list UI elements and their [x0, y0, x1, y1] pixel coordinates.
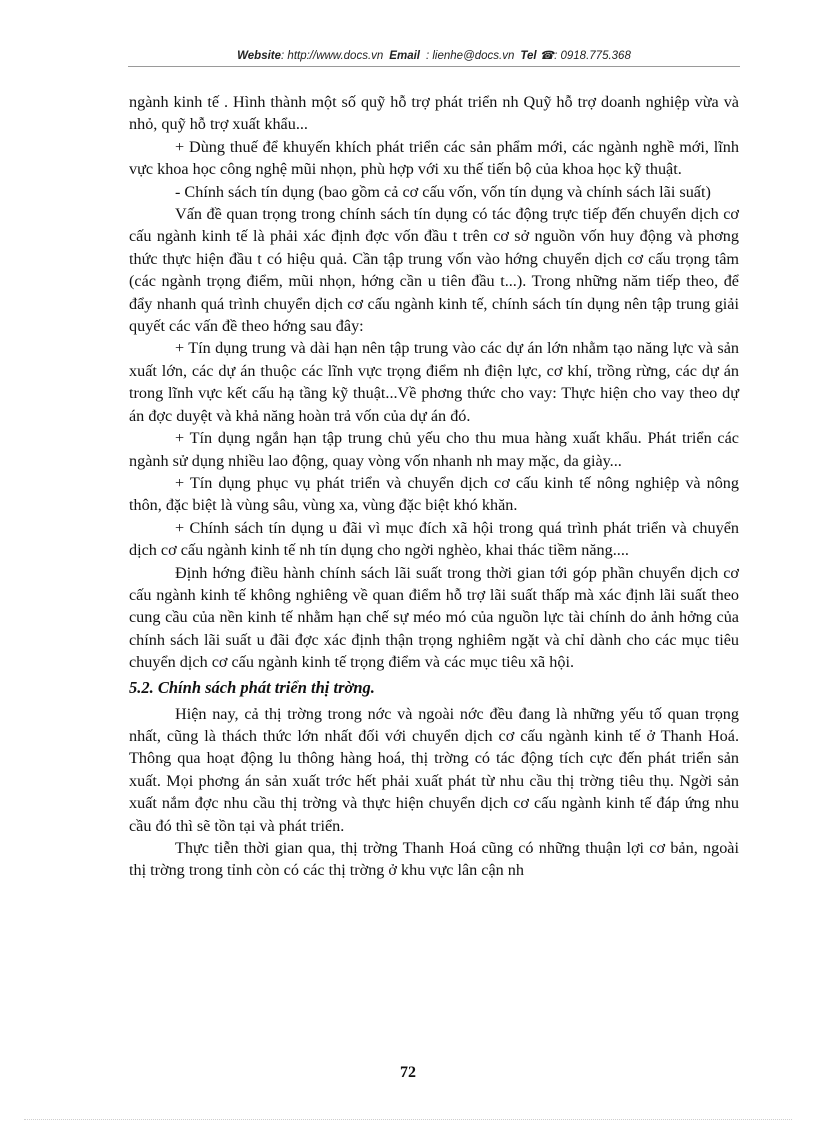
- phone-icon: ☎: [539, 50, 555, 62]
- email-label: Email: [389, 50, 420, 62]
- paragraph: + Tín dụng trung và dài hạn nên tập trung vào các dự án lớn nhằm tạo năng lực và sản xuất lớn, các dự án thuộc các lĩnh vực trọng điểm nh điện lực, cơ khí, trồng rừng, các dự án trong lĩnh vực kết cấu hạ tầng kỹ thuật...Về phơng thức cho vay: Thực hiện cho vay theo dự án đợc duyệt và khả năng hoàn trả vốn của dự án đó.: [129, 339, 739, 425]
- paragraph: + Chính sách tín dụng u đãi vì mục đích xã hội trong quá trình phát triển và chuyển dịch cơ cấu ngành kinh tế nh tín dụng cho ngời nghèo, khai thác tiềm năng....: [129, 518, 739, 560]
- paragraph: + Tín dụng phục vụ phát triển và chuyển dịch cơ cấu kinh tế nông nghiệp và nông thôn, đặc biệt là vùng sâu, vùng xa, vùng đặc biệt khó khăn.: [129, 473, 739, 515]
- document-body: [129, 91, 739, 882]
- page-header: [128, 48, 740, 64]
- tel-label: Tel: [520, 50, 537, 62]
- paragraph: Định hớng điều hành chính sách lãi suất trong thời gian tới góp phần chuyển dịch cơ cấu ngành kinh tế không nghiêng về quan điểm hỗ trợ lãi suất thấp mà xác định lãi suất theo cung cầu của nền kinh tế nhằm hạn chế sự méo mó của nguồn lực tài chính do ảnh hởng của chính sách lãi suất u đãi đợc xác định thận trọng nghiêm ngặt và chỉ dành cho các mục tiêu chuyển dịch cơ cấu ngành kinh tế trọng điểm và các mục tiêu xã hội.: [129, 563, 739, 672]
- paragraph: - Chính sách tín dụng (bao gồm cả cơ cấu vốn, vốn tín dụng và chính sách lãi suất): [175, 182, 711, 201]
- paragraph: + Tín dụng ngắn hạn tập trung chủ yếu cho thu mua hàng xuất khẩu. Phát triển các ngành sử dụng nhiều lao động, quay vòng vốn nhanh nh may mặc, da giày...: [129, 429, 739, 470]
- tel-number: : 0918.775.368: [554, 50, 631, 62]
- paragraph: Vấn đề quan trọng trong chính sách tín dụng có tác động trực tiếp đến chuyển dịch cơ cấu ngành kinh tế là phải xác định đợc vốn đầu t trên cơ sở nguồn vốn huy động và phơng thức thực hiện đầu t có hiệu quả. Cần tập trung vốn vào hớng chuyển dịch cơ cấu trọng tâm (các ngành trọng điểm, mũi nhọn, hớng cần u tiên đầu t...). Trong những năm tiếp theo, để đẩy nhanh quá trình chuyển dịch cơ cấu ngành kinh tế, chính sách tín dụng nên tập trung giải quyết các vấn đề theo hớng sau đây:: [129, 205, 739, 336]
- header-divider: [128, 66, 740, 67]
- paragraph: Hiện nay, cả thị trờng trong nớc và ngoài nớc đều đang là những yếu tố quan trọng nhất, cũng là thách thức lớn nhất đối với chuyển dịch cơ cấu ngành kinh tế ở Thanh Hoá. Thông qua hoạt động lu thông hàng hoá, thị trờng có tác động tích cực đến phát triển sản xuất. Mọi phơng án sản xuất trớc hết phải xuất phát từ nhu cầu thị trờng tiêu thụ. Ngời sản xuất nắm đợc nhu cầu thị trờng và thực hiện chuyển dịch cơ cấu ngành kinh tế đáp ứng nhu cầu đó thì sẽ tồn tại và phát triển.: [129, 704, 739, 835]
- paragraph: Thực tiễn thời gian qua, thị trờng Thanh Hoá cũng có những thuận lợi cơ bản, ngoài thị trờng trong tỉnh còn có các thị trờng ở khu vực lân cận nh: [129, 839, 739, 880]
- website-url[interactable]: : http://www.docs.vn: [281, 50, 384, 62]
- page-number: 72: [400, 1064, 416, 1081]
- page-bottom-border: [24, 1119, 792, 1120]
- paragraph: + Dùng thuế để khuyến khích phát triển các sản phẩm mới, các ngành nghề mới, lĩnh vực khoa học công nghệ mũi nhọn, phù hợp với xu thế tiến bộ của khoa học kỹ thuật.: [129, 137, 739, 179]
- website-label: Website: [237, 50, 282, 62]
- paragraph: ngành kinh tế . Hình thành một số quỹ hỗ trợ phát triển nh Quỹ hỗ trợ doanh nghiệp vừa và nhỏ, quỹ hỗ trợ xuất khẩu...: [129, 93, 739, 134]
- section-heading: 5.2. Chính sách phát triển thị trờng.: [129, 677, 375, 697]
- email-address[interactable]: : lienhe@docs.vn: [425, 50, 515, 62]
